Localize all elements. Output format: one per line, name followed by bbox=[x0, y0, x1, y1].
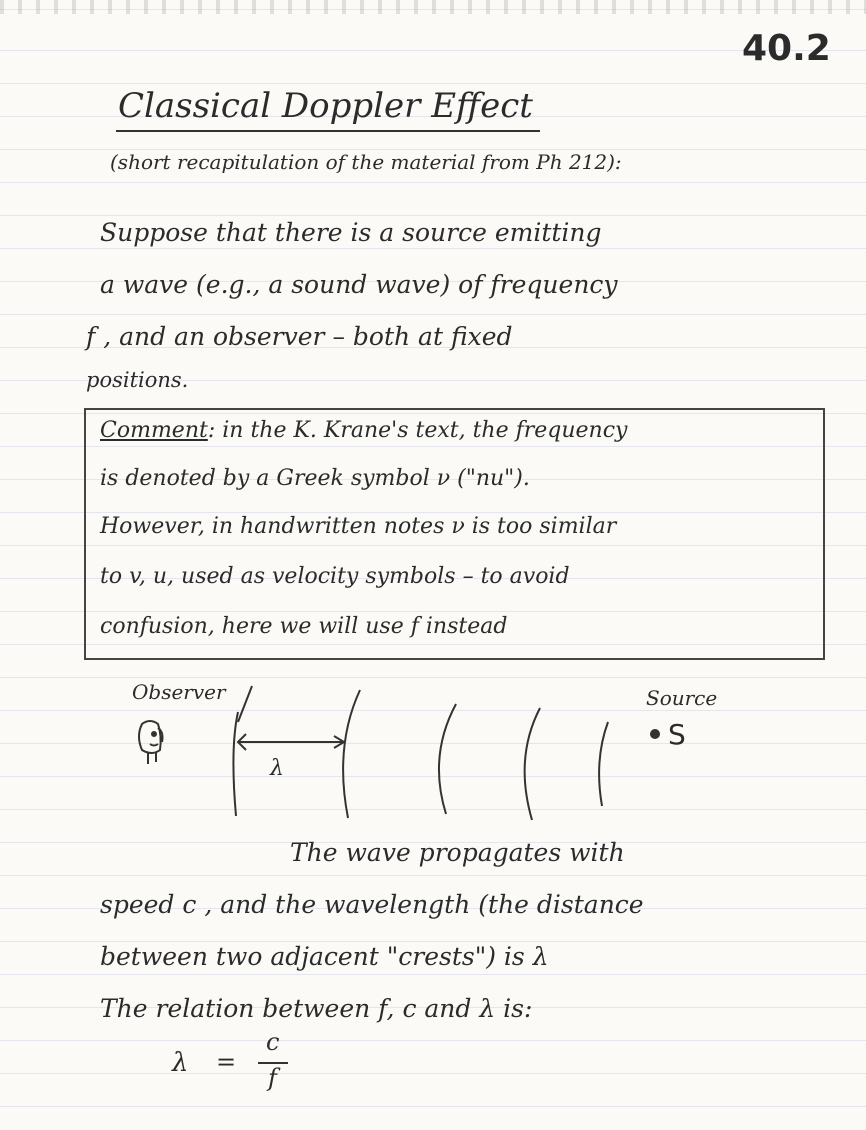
page-subtitle: (short recapitulation of the material from Ph 212): bbox=[110, 150, 622, 174]
comment-label: Comment bbox=[100, 418, 208, 443]
intro-line: a wave (e.g., a sound wave) of frequency bbox=[100, 270, 618, 299]
formula-lhs: λ bbox=[172, 1048, 189, 1078]
intro-line: Suppose that there is a source emitting bbox=[100, 218, 602, 247]
observer-label: Observer bbox=[132, 680, 226, 704]
explanation-line: The wave propagates with bbox=[290, 838, 625, 867]
diagram-drawing bbox=[120, 672, 720, 792]
observer-pointer bbox=[238, 686, 252, 722]
wavelength-symbol: λ bbox=[270, 756, 284, 781]
title-underline bbox=[116, 130, 540, 132]
comment-line: However, in handwritten notes ν is too similar bbox=[100, 514, 617, 539]
formula-numerator: c bbox=[266, 1028, 280, 1056]
page-title: Classical Doppler Effect bbox=[118, 86, 533, 126]
comment-line: confusion, here we will use f instead bbox=[100, 614, 508, 639]
explanation-line: between two adjacent "crests") is λ bbox=[100, 942, 549, 971]
page-number: 40.2 bbox=[742, 28, 831, 69]
source-dot-icon bbox=[650, 729, 660, 739]
observer-face-icon bbox=[139, 721, 163, 764]
explanation-line: speed c , and the wavelength (the distance bbox=[100, 890, 644, 919]
scan-edge-artifact bbox=[0, 0, 866, 14]
wavelength-arrow bbox=[238, 734, 344, 750]
explanation-line: The relation between f, c and λ is: bbox=[100, 994, 533, 1023]
intro-line: f , and an observer – both at fixed bbox=[86, 322, 513, 351]
intro-line: positions. bbox=[86, 368, 189, 392]
source-symbol: S bbox=[668, 718, 686, 751]
formula-denominator: f bbox=[268, 1064, 277, 1092]
formula-equals: = bbox=[216, 1048, 237, 1076]
comment-text: : in the K. Krane's text, the frequency bbox=[207, 418, 628, 443]
wavefronts bbox=[233, 690, 608, 820]
comment-line: is denoted by a Greek symbol ν ("nu"). bbox=[100, 466, 530, 491]
source-label: Source bbox=[646, 686, 718, 710]
comment-line bbox=[100, 418, 627, 443]
wavelength-formula bbox=[172, 1028, 312, 1098]
comment-line: to v, u, used as velocity symbols – to avoid bbox=[100, 564, 570, 589]
